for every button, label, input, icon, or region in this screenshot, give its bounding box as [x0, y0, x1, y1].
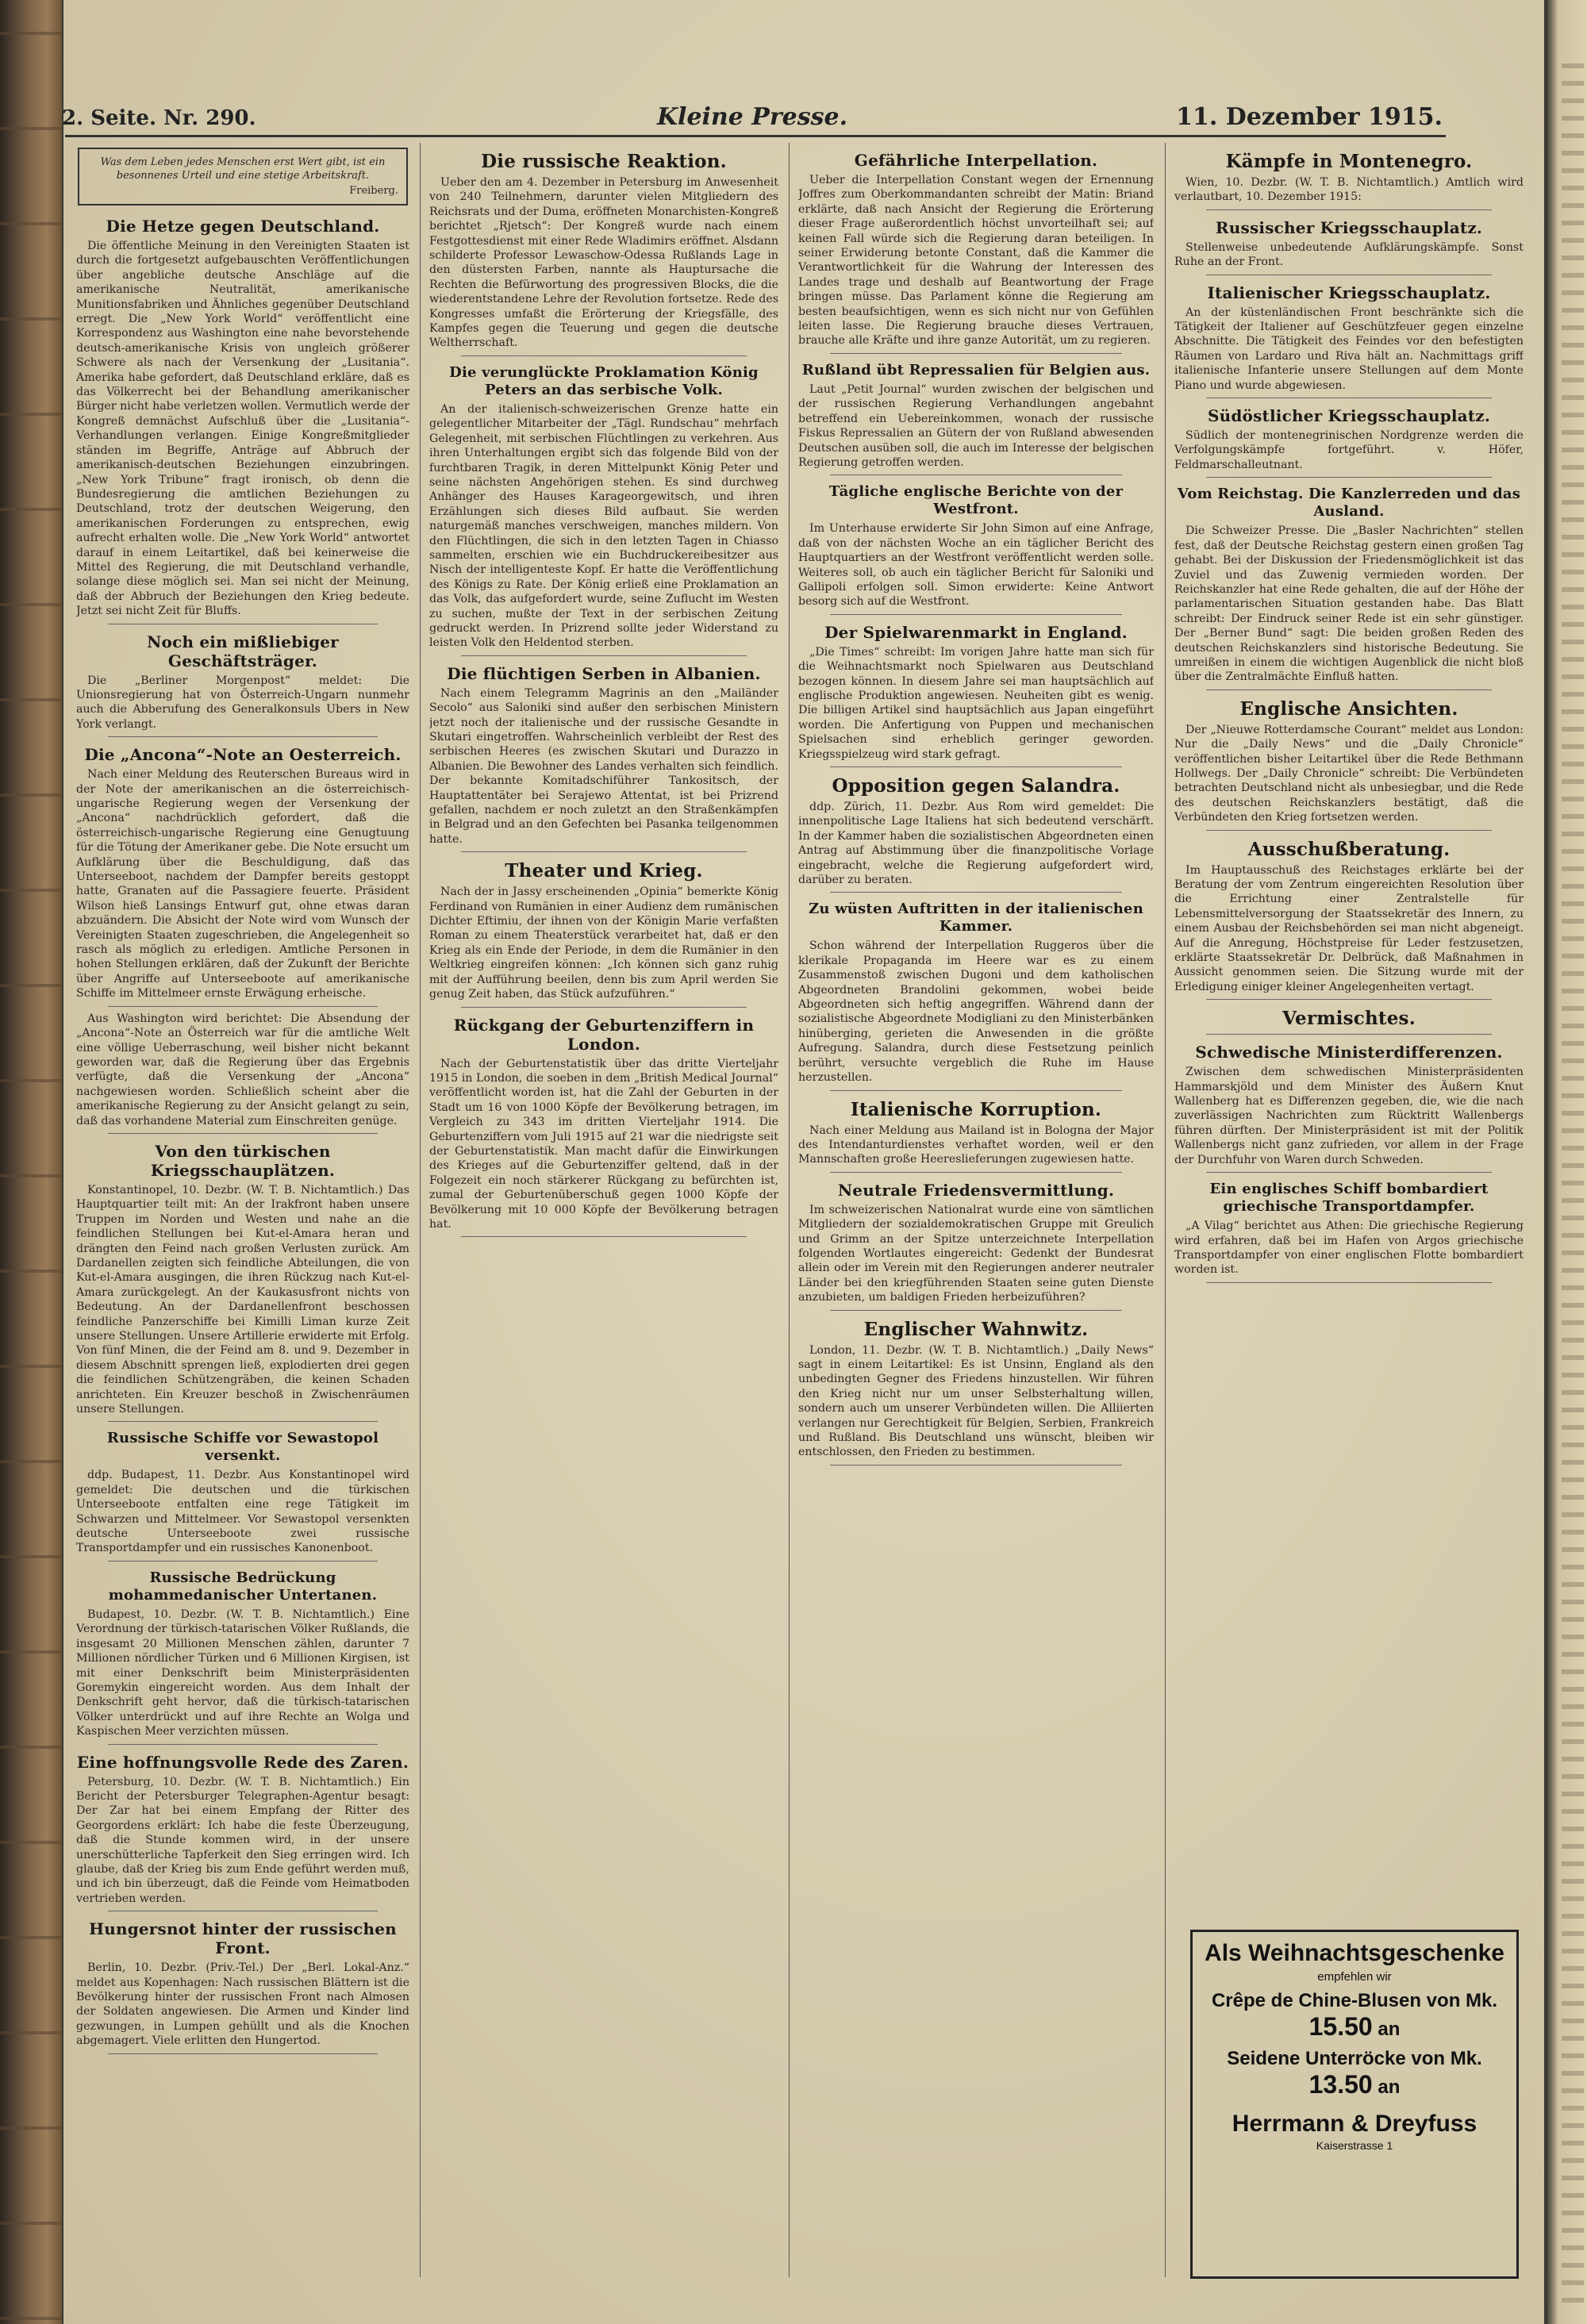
article-body: Nach der Geburtenstatistik über das dritte Vierteljahr 1915 in London, die soeben in dem „British Medical Journal“ veröffentlicht worden ist, hat die Zahl der Geburten in der Stadt um 16 von 1000 Köpfe der Bevölkerung betragen, im Vergleich zu 343 im dritten Vierteljahr 1914. Die Geburtenziffern vom Juli 1915 auf 21 war die niedrigste seit der Geburtenstatistik. Man macht dafür die Einwirkungen des Krieges auf die Geburtenziffer geltend, daß in der Folgezeit ein noch stärkerer Rückgang zu befürchten ist, zumal der Geburtenüberschuß gegen 1000 Köpfe der Bevölkerung mit 10 000 Köpfe der Bevölkerung betragen hat. — [429, 1057, 778, 1231]
adjacent-text-fragment — [1562, 430, 1584, 435]
adjacent-text-fragment — [1562, 1652, 1584, 1657]
adjacent-text-fragment — [1562, 168, 1584, 173]
article-separator — [108, 1744, 378, 1745]
adjacent-text-fragment — [1562, 692, 1584, 697]
article-separator — [830, 1172, 1122, 1173]
adjacent-text-fragment — [1562, 535, 1584, 540]
adjacent-text-fragment — [1562, 1512, 1584, 1517]
adjacent-text-fragment — [1562, 657, 1584, 662]
adjacent-text-fragment — [1562, 1024, 1584, 1028]
article-body: Nach einem Telegramm Magrinis an den „Mailänder Secolo“ aus Saloniki sind außer den serbischen Ministern jetzt noch der italienische und der russische Gesandte in Skutari eingetroffen. Wahrscheinlich verbleibt der Rest des serbischen Heeres (es zwischen Skutari und Durazzo in Albanien. Die Bewohner des Landes verhalten sich feindlich. Der bekannte Komitadschiführer Tankositsch, der Hauptattentäter bei Serajewo Attentat, ist bei Prizrend gefallen, nachdem er noch zuletzt an den Straßenkämpfen in Belgrad und an den Gefechten bei Pasanka teilgenommen hatte. — [429, 686, 778, 846]
article-headline: Vermischtes. — [1282, 1008, 1416, 1030]
adjacent-text-fragment — [1562, 1233, 1584, 1238]
article-headline: Die russische Reaktion. — [481, 151, 727, 172]
adjacent-text-fragment — [1562, 1931, 1584, 1936]
adjacent-text-fragment — [1562, 1669, 1584, 1674]
adjacent-text-fragment — [1562, 221, 1584, 225]
spine-mark — [0, 1555, 62, 1558]
article-body: Petersburg, 10. Dezbr. (W. T. B. Nichtamtlich.) Ein Bericht der Petersburger Telegraphen-Agentur besagt: Der Zar hat bei einem Empfang der Ritter des Georgordens erklärt: Ich habe die feste Überzeugung, daß die Stunde kommen wird, in der unsere unerschütterliche Tapferkeit den Sieg erringen wird. Ich glaube, daß der Krieg bis zum Ende geführt werden muß, und ich bin überzeugt, daß die Feinde vom Heimatboden vertrieben werden. — [76, 1775, 409, 1905]
adjacent-text-fragment — [1562, 360, 1584, 365]
adjacent-text-fragment — [1562, 1861, 1584, 1866]
article-body: Die öffentliche Meinung in den Vereinigten Staaten ist durch die fortgesetzt aufgebauschten Veröffentlichungen über angebliche deutsche Anschläge auf die amerikanische Neutralität, amerikanische Munitionsfabriken und Ähnliches gegenüber Deutschland erregt. Die „New York World“ veröffentlicht eine Korrespondenz aus Washington eine nahe bevorstehende deutsch-amerikanische Krisis von ungleich größerer Schwere als nach der Versenkung der „Lusitania“. Amerika habe gefordert, daß Deutschland erkläre, daß es das Völkerrecht bei der Behandlung amerikanischer Bürger nicht habe verletzen wollen. Vermutlich werde der Kongreß demnächst Aufschluß über die „Lusitania“-Verhandlungen verlangen. Einige Kongreßmitglieder ständen im Begriffe, Anträge auf Abbruch der amerikanisch-deutschen Beziehungen einzubringen. „New York Tribune“ fragt ironisch, ob denn die Bundesregierung die amtlichen Beziehungen zu Deutschland, trotz der deutschen Weigerung, den amerikanischen Forderungen zu entsprechen, ewig aufrecht erhalten wolle. Die „New York World“ antwortet darauf in einem Leitartikel, daß bei keinerweise die Mittel des Regierung, die mit Deutschland verhandle, solange diese möglich sei. Man sei nicht der Meinung, daß der Abbruch der Beziehungen den Krieg bedeute. Jetzt sei nicht Zeit für Bluffs. — [76, 240, 409, 618]
article-separator — [461, 1007, 747, 1008]
article-body: Nach einer Meldung des Reuterschen Bureaus wird in der Note der amerikanischen an die österreichisch-ungarische Regierung wegen der Versenkung der „Ancona“ nachdrücklich gefordert, daß die österreichisch-ungarische Regierung eine Genugtuung für die Tötung der Amerikaner gebe. Die Note ersucht um Aufklärung über die Beschuldigung, daß das Unterseeboot, nachdem der Dampfer bereits gestoppt hatte, Granaten auf die Passagiere feuerte. Präsident Wilson hieß Lansings Entwurf gut, ohne etwas daran abzuändern. Die Absicht der Note wird vom Wunsch der Vereinigten Staaten zugeschrieben, die Angelegenheit so rasch als möglich zu erledigen. Amtliche Personen in hohen Stellungen erklären, daß der Zukunft der Berichte über Angriffe auf Unterseeboote auf amerikanische Schiffe im Mittelmeer ernste Erwägung erheische. — [76, 768, 409, 1001]
adjacent-text-fragment — [1562, 1634, 1584, 1639]
article-headline: Die Hetze gegen Deutschland. — [106, 217, 380, 236]
adjacent-text-fragment — [1562, 2071, 1584, 2076]
adjacent-text-fragment — [1562, 744, 1584, 749]
adjacent-text-fragment — [1562, 971, 1584, 976]
article-body: „Die Times“ schreibt: Im vorigen Jahre hatte man sich für die Weihnachtsmarkt noch Spielwaren aus Deutschland bezogen können. In diesem Jahre sei man hauptsächlich auf englische Produktion angewiesen. Neuheiten gibt es wenig. Die billigen Artikel sind hauptsächlich aus Japan eingeführt worden. Die Anfertigung von Puppen und mechanischen Spielsachen sind erheblich geringer geworden. Kriegsspielzeug wird stark gefragt. — [798, 645, 1154, 761]
article-body: Aus Washington wird berichtet: Die Absendung der „Ancona“-Note an Österreich war für die amtliche Welt eine völlige Ueberraschung, weil bisher nicht bekannt geworden war, daß die Regierung über das Ergebnis verfügte, daß die Versenkung der „Ancona“ nachgewiesen worden. Schließlich scheint aber die amerikanische Regierung zu der Ansicht gelangt zu sein, daß das vorhandene Material zum Einschreiten genüge. — [76, 1012, 409, 1127]
article-body: Laut „Petit Journal“ wurden zwischen der belgischen und der russischen Regierung Verhandlungen angebahnt betreffend ein Uebereinkommen, wonach der russische Fiskus Repressalien an Gütern der von Rußland abwesenden Deutschen ausüben soll, die auch im Interesse der belgischen Regierung getroffen werden. — [798, 382, 1154, 469]
adjacent-text-fragment — [1562, 1896, 1584, 1901]
adjacent-text-fragment — [1562, 954, 1584, 958]
ad-price-blouses: 15.50 — [1308, 2012, 1373, 2041]
adjacent-text-fragment — [1562, 1757, 1584, 1761]
adjacent-text-fragment — [1562, 674, 1584, 679]
spine-mark — [0, 1174, 62, 1177]
adjacent-text-fragment — [1562, 1111, 1584, 1116]
adjacent-text-fragment — [1562, 587, 1584, 592]
article-headline: Theater und Krieg. — [505, 860, 703, 882]
adjacent-text-fragment — [1562, 133, 1584, 138]
column-4 — [1174, 143, 1524, 1920]
article-headline: Rückgang der Geburtenziffern in London. — [453, 1015, 755, 1054]
article-separator — [461, 851, 747, 852]
ad-headline: Als Weihnachtsgeschenke — [1205, 1940, 1504, 1966]
adjacent-text-fragment — [1562, 1827, 1584, 1831]
adjacent-text-fragment — [1562, 884, 1584, 889]
adjacent-text-fragment — [1562, 395, 1584, 400]
adjacent-text-fragment — [1562, 814, 1584, 819]
articles-col1 — [76, 217, 409, 2054]
adjacent-text-fragment — [1562, 832, 1584, 836]
adjacent-text-fragment — [1562, 465, 1584, 470]
article-separator — [461, 355, 747, 356]
adjacent-text-fragment — [1562, 1687, 1584, 1692]
adjacent-text-fragment — [1562, 63, 1584, 68]
adjacent-text-fragment — [1562, 1373, 1584, 1377]
article-body: Südlich der montenegrinischen Nordgrenze werden die Verfolgungskämpfe fortgeführt. v. Höfer, Feldmarschalleutnant. — [1174, 429, 1524, 471]
adjacent-text-fragment — [1562, 866, 1584, 871]
article-body: Die „Berliner Morgenpost“ meldet: Die Unionsregierung hat von Österreich-Ungarn nunmehr auch die Abberufung des Generalkonsuls Ubers in New York verlangt. — [76, 674, 409, 731]
adjacent-text-fragment — [1562, 2280, 1584, 2285]
article-separator — [1206, 999, 1492, 1000]
article-headline: Noch ein mißliebiger Geschäftsträger. — [147, 632, 339, 670]
article-body: ddp. Budapest, 11. Dezbr. Aus Konstantinopel wird gemeldet: Die deutschen und die türkischen Unterseeboote entfalten eine rege Tätigkeit im Schwarzen und Mittelmeer. Vor Sewastopol versenkten deutsche Unterseeboote zwei russische Transportdampfer und ein russisches Kanonenboot. — [76, 1469, 409, 1555]
ad-company: Herrmann & Dreyfuss — [1232, 2111, 1477, 2137]
adjacent-text-fragment — [1562, 1303, 1584, 1308]
adjacent-text-fragment — [1562, 413, 1584, 417]
adjacent-text-fragment — [1562, 151, 1584, 156]
adjacent-text-fragment — [1562, 1041, 1584, 1046]
spine-mark — [0, 1460, 62, 1463]
article-body: Im Hauptausschuß des Reichstages erklärte bei der Beratung der vom Zentrum eingereichten Resolution über die Errichtung einer Zentralstelle für Lebensmittelversorgung der Staatssekretär des Innern, zu einem Ausbau der Reichsbehörden sei man nicht abgeneigt. Auf die Anregung, Höchstpreise für Leder festzusetzen, erklärte Staatssekretär Dr. Delbrück, daß Maßnahmen in Aussicht genommen seien. Die Sitzung wurde mit der Erledigung einiger kleiner Angelegenheiten vertagt. — [1174, 863, 1524, 993]
adjacent-text-fragment — [1562, 1949, 1584, 1953]
article-separator — [830, 892, 1122, 893]
article-body: Berlin, 10. Dezbr. (Priv.-Tel.) Der „Berl. Lokal-Anz.“ meldet aus Kopenhagen: Nach russischen Blättern ist die Bevölkerung hinter der russischen Front nach Almosen der Soldaten angewiesen. Die Armen und Kinder lind gezwungen, in Lumpen gehüllt und als die Knochen abgemagert. Viele erlitten den Hungertod. — [76, 1961, 409, 2048]
article-separator — [461, 655, 747, 656]
article-headline: Russischer Kriegsschauplatz. — [1215, 217, 1483, 237]
adjacent-text-fragment — [1562, 1809, 1584, 1814]
adjacent-text-fragment — [1562, 2053, 1584, 2058]
adjacent-text-fragment — [1562, 1338, 1584, 1343]
adjacent-text-fragment — [1562, 2036, 1584, 2041]
article-headline: Rußland übt Repressalien für Belgien aus. — [801, 361, 1151, 378]
article-separator — [830, 614, 1122, 615]
adjacent-text-fragment — [1562, 186, 1584, 190]
adjacent-text-fragment — [1562, 779, 1584, 784]
article-separator — [1206, 1172, 1492, 1173]
spine-mark — [0, 222, 62, 225]
adjacent-text-fragment — [1562, 1966, 1584, 1971]
quote-text: Was dem Leben jedes Menschen erst Wert gibt, ist ein besonnenes Urteil und eine stetige Arbeitskraft. — [100, 156, 386, 182]
article-headline: Opposition gegen Salandra. — [832, 775, 1120, 797]
adjacent-text-fragment — [1562, 2176, 1584, 2180]
adjacent-text-fragment — [1562, 1425, 1584, 1430]
adjacent-text-fragment — [1562, 2263, 1584, 2268]
spine-mark — [0, 1650, 62, 1654]
article-headline: Südöstlicher Kriegsschauplatz. — [1207, 406, 1490, 426]
adjacent-text-fragment — [1562, 2106, 1584, 2111]
article-headline: Tägliche englische Berichte von der Westfront. — [828, 483, 1124, 518]
adjacent-text-fragment — [1562, 1477, 1584, 1482]
paper-title: Kleine Presse. — [656, 103, 848, 131]
article-headline: Der Spielwarenmarkt in England. — [824, 622, 1128, 642]
spine-mark — [0, 1365, 62, 1368]
column-1 — [76, 143, 409, 2285]
spine-mark — [0, 698, 62, 701]
adjacent-text-fragment — [1562, 1181, 1584, 1185]
spine-mark — [0, 2031, 62, 2034]
spine-mark — [0, 413, 62, 416]
article-body: Stellenweise unbedeutende Aufklärungskämpfe. Sonst Ruhe an der Front. — [1174, 240, 1524, 269]
adjacent-text-fragment — [1562, 1530, 1584, 1535]
article-headline: Hungersnot hinter der russischen Front. — [89, 1919, 397, 1958]
article-separator — [830, 766, 1122, 767]
spine-mark — [0, 603, 62, 606]
article-body: Budapest, 10. Dezbr. (W. T. B. Nichtamtlich.) Eine Verordnung der türkisch-tatarischen Völker Rußlands, die insgesamt 20 Millionen Menschen zählen, darunter 7 Millionen nördlicher Türken und 6 Millionen Kirgisen, ist mit einer Denkschrift beim Ministerpräsidenten Goremykin eingereicht worden. Aus dem Inhalt der Denkschrift geht hervor, daß die türkisch-tatarischen Völker unterdrückt und auf ihre Rechte an Wolga und Kaspischen Meer verzichten müssen. — [76, 1608, 409, 1738]
adjacent-text-fragment — [1562, 1774, 1584, 1779]
article-headline: Neutrale Friedensvermittlung. — [837, 1180, 1115, 1200]
articles-col3 — [798, 151, 1154, 1465]
column-rule — [420, 143, 421, 2277]
article-headline: Schwedische Ministerdifferenzen. — [1195, 1043, 1503, 1062]
article-headline: Englischer Wahnwitz. — [863, 1318, 1089, 1340]
adjacent-text-fragment — [1562, 1146, 1584, 1150]
spine-mark — [0, 2126, 62, 2130]
page-number: 2. Seite. Nr. 290. — [62, 106, 256, 130]
article-separator — [830, 474, 1122, 475]
adjacent-text-fragment — [1562, 448, 1584, 452]
adjacent-text-fragment — [1562, 1600, 1584, 1604]
adjacent-text-fragment — [1562, 308, 1584, 313]
article-headline: Italienischer Kriegsschauplatz. — [1207, 282, 1491, 302]
adjacent-text-fragment — [1562, 517, 1584, 522]
adjacent-text-fragment — [1562, 203, 1584, 208]
article-headline: Die flüchtigen Serben in Albanien. — [447, 663, 761, 683]
adjacent-text-fragment — [1562, 2158, 1584, 2163]
column-3 — [798, 143, 1154, 2285]
article-headline: Vom Reichstag. Die Kanzlerreden und das Ausland. — [1177, 486, 1521, 520]
masthead — [62, 102, 1443, 133]
adjacent-text-fragment — [1562, 936, 1584, 941]
adjacent-text-fragment — [1562, 919, 1584, 924]
adjacent-text-fragment — [1562, 2088, 1584, 2093]
adjacent-text-fragment — [1562, 1250, 1584, 1255]
article-separator — [830, 1310, 1122, 1311]
adjacent-text-fragment — [1562, 1739, 1584, 1744]
adjacent-text-fragment — [1562, 343, 1584, 348]
spine-mark — [0, 508, 62, 511]
adjacent-text-fragment — [1562, 1704, 1584, 1709]
article-body: Nach der in Jassy erscheinenden „Opinia“ bemerkte König Ferdinand von Rumänien in einer Audienz dem rumänischen Dichter Eftimiu, der ihnen von der Königin Marie verfaßten Roman zu einem Theaterstück verarbeitet hat, daß er den Krieg als ein Ende der Periode, in dem die Rumänier in den Weltkrieg eingreifen können: „Ich können sich ganz ruhig mit der Aufführung beeilen, denn bis zum April werden Sie genug Zeit haben, das Stück aufzuführen.“ — [429, 885, 778, 1001]
spine-mark — [0, 127, 62, 130]
adjacent-text-fragment — [1562, 500, 1584, 505]
spine-mark — [0, 1270, 62, 1273]
adjacent-text-fragment — [1562, 1076, 1584, 1081]
adjacent-text-fragment — [1562, 325, 1584, 330]
adjacent-text-fragment — [1562, 552, 1584, 557]
adjacent-text-fragment — [1562, 1565, 1584, 1569]
adjacent-text-fragment — [1562, 1442, 1584, 1447]
spine-mark — [0, 1841, 62, 1844]
article-headline: Russische Schiffe vor Sewastopol versenkt. — [106, 1430, 379, 1465]
articles-col2 — [429, 151, 778, 1237]
adjacent-text-fragment — [1562, 605, 1584, 609]
article-body: „A Vilag“ berichtet aus Athen: Die griechische Regierung wird erfahren, daß bei im Hafen von Argos griechische Transportdampfer von einer englischen Flotte bombardiert worden ist. — [1174, 1220, 1524, 1277]
adjacent-text-fragment — [1562, 2001, 1584, 2006]
adjacent-text-fragment — [1562, 1617, 1584, 1622]
article-headline: Ausschußberatung. — [1247, 838, 1451, 860]
adjacent-text-fragment — [1562, 2193, 1584, 2198]
article-body: Ueber die Interpellation Constant wegen der Ernennung Joffres zum Oberkommandanten schreibt der Matin: Briand erklärte, daß nach Ansicht der Regierung die Erörterung dieser Frage außerordentlich höchst unvorteilhaft sei; auf keinen Fall würde sich die Regierung daran beteiligen. In seiner Erwiderung betonte Constant, daß die Kammer die Verantwortlichkeit für die Wahrung der Interessen des Landes trage und deshalb auf Beantwortung der Frage bringen müsse. Das Parlament könne die Regierung am besten beaufsichtigen, wenn es sich nicht nur von Gefühlen leiten lasse. Die Regierung brauche dieses Vertrauen, brauche alle Kräfte und ihre ganze Autorität, um zu regieren. — [798, 174, 1154, 348]
adjacent-text-fragment — [1562, 1914, 1584, 1919]
adjacent-text-fragment — [1562, 116, 1584, 121]
adjacent-text-fragment — [1562, 273, 1584, 278]
advertisement — [1190, 1930, 1519, 2279]
adjacent-text-fragment — [1562, 762, 1584, 766]
adjacent-text-fragment — [1562, 1879, 1584, 1884]
adjacent-text-fragment — [1562, 2019, 1584, 2023]
ad-offer-petticoats: Seidene Unterröcke von Mk. 13.50 an — [1227, 2048, 1482, 2099]
adjacent-text-fragment — [1562, 1792, 1584, 1796]
article-separator — [108, 1421, 378, 1422]
article-body: Konstantinopel, 10. Dezbr. (W. T. B. Nichtamtlich.) Das Hauptquartier teilt mit: An der Irakfront haben unsere Truppen im Norden und Westen und nahe an die feindlichen Stellungen bei Kut-el-Amara heran und drängten den Feind nach großen Verlusten zurück. Am Dardanellen zeigten sich feindliche Abteilungen, die von Kut-el-Amara ausgingen, die ihren Rückzug nach Kut-el-Amara zurückgelegt. An der Kaukasusfront nichts von Bedeutung. An der Dardanellenfront beschossen feindliche Panzerschiffe bei Kimilli Liman kurze Zeit unsere Stellungen. Unsere Artillerie erwiderte mit Erfolg. Von fünf Minen, die der Feind am 8. und 9. Dezember in diesem Abschnitt sprengen ließ, explodierten drei gegen die feindlichen Schützengräben, die keinen Schaden anrichteten. Ein Kreuzer beschoß in Zwischenräumen unsere Stellungen. — [76, 1183, 409, 1416]
adjacent-text-fragment — [1562, 1460, 1584, 1465]
article-headline: Zu wüsten Auftritten in der italienischen Kammer. — [809, 901, 1143, 935]
adjacent-text-fragment — [1562, 1984, 1584, 1988]
adjacent-text-fragment — [1562, 2123, 1584, 2128]
spine-mark — [0, 2222, 62, 2225]
article-body: Ueber den am 4. Dezember in Petersburg im Anwesenheit von 240 Teilnehmern, darunter vielen Mitgliedern des Reichsrats und der Duma, eröffneten Monarchisten-Kongreß berichtet „Rjetsch“: Der Kongreß wurde nach einem Festgottesdienst mit einer Rede Wladimirs eröffnet. Alsdann schilderte Professor Lewaschow-Odessa Rußlands Lage in den düstersten Farben, nannte als Hauptursache die Rechten die Befürwortung des progressiven Blocks, die die wiederentstandene Lehre der Revolution fortsetze. Rede des Kongresses umfaßt die Erörterung der Kriegsfälle, des Kampfes gegen die Teuerung und gegen die deutsche Weltherrschaft. — [429, 176, 778, 350]
article-body: Nach einer Meldung aus Mailand ist in Bologna der Major des Intendanturdienstes verhaftet worden, weil er den Mannschaften große Heereslieferungen zugewiesen hatte. — [798, 1124, 1154, 1166]
adjacent-text-fragment — [1562, 1285, 1584, 1290]
quote-box — [78, 148, 408, 206]
adjacent-text-fragment — [1562, 1355, 1584, 1360]
adjacent-text-fragment — [1562, 482, 1584, 487]
article-body: ddp. Zürich, 11. Dezbr. Aus Rom wird gemeldet: Die innenpolitische Lage Italiens hat sich bedeutend verschärft. In der Kammer haben die sozialistischen Abgeordneten einen Antrag auf Abstimmung über die finanzpolitische Vorlage eingebracht, welche die Regierung aufgefordert wird, darüber zu beraten. — [798, 801, 1154, 887]
article-body: Wien, 10. Dezbr. (W. T. B. Nichtamtlich.) Amtlich wird verlautbart, 10. Dezember 1915: — [1174, 176, 1524, 204]
adjacent-text-fragment — [1562, 622, 1584, 627]
article-headline: Gefährliche Interpellation. — [854, 151, 1098, 170]
adjacent-text-fragment — [1562, 727, 1584, 732]
article-body: An der küstenländischen Front beschränkte sich die Tätigkeit der Italiener auf Geschützfeuer gegen einzelne Abschnitte. Die Tätigkeit des Feindes vor den befestigten Räumen von Lardaro und Riva hält an. Nachmittags griff italienische Infanterie unsere Stellungen auf dem Monte Piano und wurde abgewiesen. — [1174, 305, 1524, 392]
article-body: Schon während der Interpellation Ruggeros über die klerikale Propaganda im Heere war es zu einem Zusammenstoß zwischen Dugoni und dem katholischen Abgeordneten Brandolini gekommen, wobei beide Abgeordneten sich heftig angegriffen. Während dann der sozialistische Abgeordnete Modigliani zu den Ministerbänken hinüberging, gerieten die Anwesenden in die größte Aufregung. Salandra, durch diese Festsetzung peinlich berührt, versuchte vergeblich die Ruhe im Hause herzustellen. — [798, 939, 1154, 1085]
adjacent-text-fragment — [1562, 1390, 1584, 1395]
header-rule — [65, 135, 1446, 137]
adjacent-text-fragment — [1562, 2211, 1584, 2215]
article-separator — [1206, 830, 1492, 831]
adjacent-text-fragment — [1562, 1844, 1584, 1849]
article-headline: Die „Ancona“-Note an Oesterreich. — [84, 745, 402, 765]
article-separator — [1206, 477, 1492, 478]
article-separator — [830, 353, 1122, 354]
adjacent-text-fragment — [1562, 1547, 1584, 1552]
adjacent-text-fragment — [1562, 2228, 1584, 2233]
adjacent-text-fragment — [1562, 1268, 1584, 1273]
spine-mark — [0, 1079, 62, 1082]
adjacent-text-fragment — [1562, 709, 1584, 714]
spine-mark — [0, 32, 62, 35]
adjacent-text-fragment — [1562, 255, 1584, 260]
article-separator — [108, 1006, 378, 1007]
adjacent-text-fragment — [1562, 1128, 1584, 1133]
adjacent-text-fragment — [1562, 238, 1584, 243]
adjacent-text-fragment — [1562, 1163, 1584, 1168]
spine-mark — [0, 2317, 62, 2320]
article-separator — [461, 1236, 747, 1237]
quote-author: Freiberg. — [349, 185, 398, 197]
ad-subline: empfehlen wir — [1317, 1970, 1392, 1984]
adjacent-text-fragment — [1562, 2141, 1584, 2145]
ad-price-petticoats: 13.50 — [1308, 2070, 1373, 2099]
article-body: Zwischen dem schwedischen Ministerpräsidenten Hammarskjöld und dem Minister des Äußern Knut Wallenberg hat es Differenzen gegeben, die, wie die nach zuverlässigen Nachrichten zum Rücktritt Wallenbergs führen dürften. Der Ministerpräsident ist mit der Politik Wallenbergs nicht ganz zufrieden, vor allem in der Frage der Durchfuhr von Waren durch Schweden. — [1174, 1066, 1524, 1166]
ad-address: Kaiserstrasse 1 — [1316, 2139, 1393, 2152]
article-headline: Kämpfe in Montenegro. — [1225, 151, 1473, 172]
column-2 — [429, 143, 778, 2285]
adjacent-text-fragment — [1562, 640, 1584, 644]
article-body: Die Schweizer Presse. Die „Basler Nachrichten“ stellen fest, daß der Deutsche Reichstag gestern einen großen Tag gehabt. Bei der Diskussion der Friedensmöglichkeit ist das Zuviel und das Zuwenig vermieden worden. Der Reichskanzler hat eine Rede gehalten, die auf der Höhe der parlamentarischen Situation gestanden habe. Das Blatt schreibt: Der Eindruck seiner Rede ist ein sehr günstiger. Der „Berner Bund“ sagt: Die beiden großen Reden des deutschen Reichskanzlers sind historische Bedeutung. Sie umreißen in einem die wichtigen Augenblick die nicht bloß über die Zentralmächte Einfluß hatten. — [1174, 524, 1524, 684]
adjacent-page-edge — [1546, 0, 1587, 2324]
article-headline: Eine hoffnungsvolle Rede des Zaren. — [76, 1752, 409, 1772]
article-body: An der italienisch-schweizerischen Grenze hatte ein gelegentlicher Mitarbeiter der „Tägl. Rundschau“ mehrfach Gelegenheit, mit serbischen Flüchtlingen zu verkehren. Aus ihren Unterhaltungen ergibt sich das folgende Bild von der furchtbaren Tragik, in deren Mittelpunkt König Peter und seine nächsten Angehörigen stehen. Es sind durchweg Anhänger des Hauses Karageorgewitsch, und ihren Erzählungen sich dieses Bild aufbaut. Sie werden naturgemäß manches verschweigen, manches mildern. Von den Flüchtlingen, die sich in den letzten Tagen in Chiasso sammelten, erschien wie ein Buchdruckereibesitzer aus Nisch der intelligenteste Kopf. Er hatte die Veröffentlichung des Königs zu Rate. Der König erließ eine Proklamation an das Volk, das aufgefordert wurde, seine Zuflucht im Westen zu suchen, mußte der Text in der serbischen Zeitung gedruckt werden. In Prizrend sollte jeder Widerstand zu leisten Volk den Heldentod sterben. — [429, 402, 778, 650]
article-headline: Russische Bedrückung mohammedanischer Untertanen. — [108, 1569, 378, 1604]
spine-mark — [0, 889, 62, 892]
adjacent-text-fragment — [1562, 1093, 1584, 1098]
spine-mark — [0, 1746, 62, 1749]
adjacent-text-fragment — [1562, 901, 1584, 906]
adjacent-text-fragment — [1562, 989, 1584, 993]
article-separator — [1206, 1034, 1492, 1035]
adjacent-text-fragment — [1562, 98, 1584, 103]
adjacent-text-fragment — [1562, 1216, 1584, 1220]
article-headline: Englische Ansichten. — [1239, 697, 1458, 720]
ad-offer-blouses: Crêpe de Chine-Blusen von Mk. 15.50 an — [1211, 1990, 1498, 2041]
adjacent-text-fragment — [1562, 570, 1584, 574]
adjacent-text-fragment — [1562, 2245, 1584, 2250]
spine-mark — [0, 793, 62, 797]
adjacent-text-fragment — [1562, 2298, 1584, 2303]
column-rule — [789, 143, 790, 2277]
article-separator — [108, 2053, 378, 2054]
adjacent-text-fragment — [1562, 1198, 1584, 1203]
article-separator — [830, 1090, 1122, 1091]
adjacent-text-fragment — [1562, 378, 1584, 382]
article-separator — [108, 1133, 378, 1134]
article-headline: Die verunglückte Proklamation König Peters an das serbische Volk. — [449, 363, 759, 398]
spine-mark — [0, 984, 62, 987]
spine-mark — [0, 1936, 62, 1939]
adjacent-text-fragment — [1562, 849, 1584, 854]
article-headline: Von den türkischen Kriegsschauplätzen. — [150, 1141, 336, 1180]
issue-date: 11. Dezember 1915. — [1176, 103, 1443, 131]
adjacent-text-fragment — [1562, 1006, 1584, 1011]
adjacent-text-fragment — [1562, 797, 1584, 801]
column-rule — [1165, 143, 1166, 2277]
adjacent-text-fragment — [1562, 1320, 1584, 1325]
adjacent-text-fragment — [1562, 1408, 1584, 1412]
article-body: Der „Nieuwe Rotterdamsche Courant“ meldet aus London: Nur die „Daily News“ und die „Daily Chronicle“ veröffentlichen bisher Leitartikel über die Rede Bethmann Hollwegs. Der „Daily Chronicle“ schreibt: Die Verbündeten betrachten Deutschland nicht als unbesiegbar, und die Rede des deutschen Reichskanzlers bestätigt, daß die Verbündeten den Krieg fortsetzen werden. — [1174, 723, 1524, 824]
article-body: London, 11. Dezbr. (W. T. B. Nichtamtlich.) „Daily News“ sagt in einem Leitartikel: Es ist Unsinn, England als den unbedingten Gegner des Friedens hinzustellen. Wir führen den Krieg nicht nur um unser Selbsterhaltung willen, sondern auch um unserer Verbündeten willen. Die Alliierten verlangen nur Gerechtigkeit für Belgien, Serbien, Frankreich und Rußland. Bis Deutschland uns wünscht, bleiben wir entschlossen, den Frieden zu bestimmen. — [798, 1343, 1154, 1459]
adjacent-text-fragment — [1562, 290, 1584, 295]
article-separator — [1206, 1282, 1492, 1283]
article-separator — [108, 736, 378, 737]
adjacent-text-fragment — [1562, 81, 1584, 86]
article-separator — [1206, 209, 1492, 210]
adjacent-text-fragment — [1562, 1495, 1584, 1500]
adjacent-text-fragment — [1562, 1582, 1584, 1587]
adjacent-text-fragment — [1562, 1722, 1584, 1727]
article-headline: Italienische Korruption. — [850, 1098, 1102, 1120]
book-spine — [0, 0, 62, 2324]
adjacent-text-fragment — [1562, 1058, 1584, 1063]
article-body: Im Unterhause erwiderte Sir John Simon auf eine Anfrage, daß von der nächsten Woche an ein täglicher Bericht des Hauptquartiers an der Westfront veröffentlicht werden solle. Weiteres soll, ob auch ein täglicher Bericht für Saloniki und Gallipoli erfolgen soll. Simon erwiderte: Keine Antwort besorg sich auf die Westfront. — [798, 522, 1154, 609]
article-body: Im schweizerischen Nationalrat wurde eine von sämtlichen Mitgliedern der sozialdemokratischen Gruppe mit Greulich und Grimm an der Spitze unterzeichnete Interpellation folgenden Wortlautes eingereicht: Gedenkt der Bundesrat allein oder im Verein mit den Regierungen anderer neutraler Länder bei den kriegführenden Staaten seine guten Dienste anzubieten, um baldigen Frieden herbeizuführen? — [798, 1203, 1154, 1304]
article-headline: Ein englisches Schiff bombardiert griechische Transportdampfer. — [1209, 1181, 1489, 1216]
articles-col4 — [1174, 151, 1524, 1283]
spine-mark — [0, 317, 62, 321]
